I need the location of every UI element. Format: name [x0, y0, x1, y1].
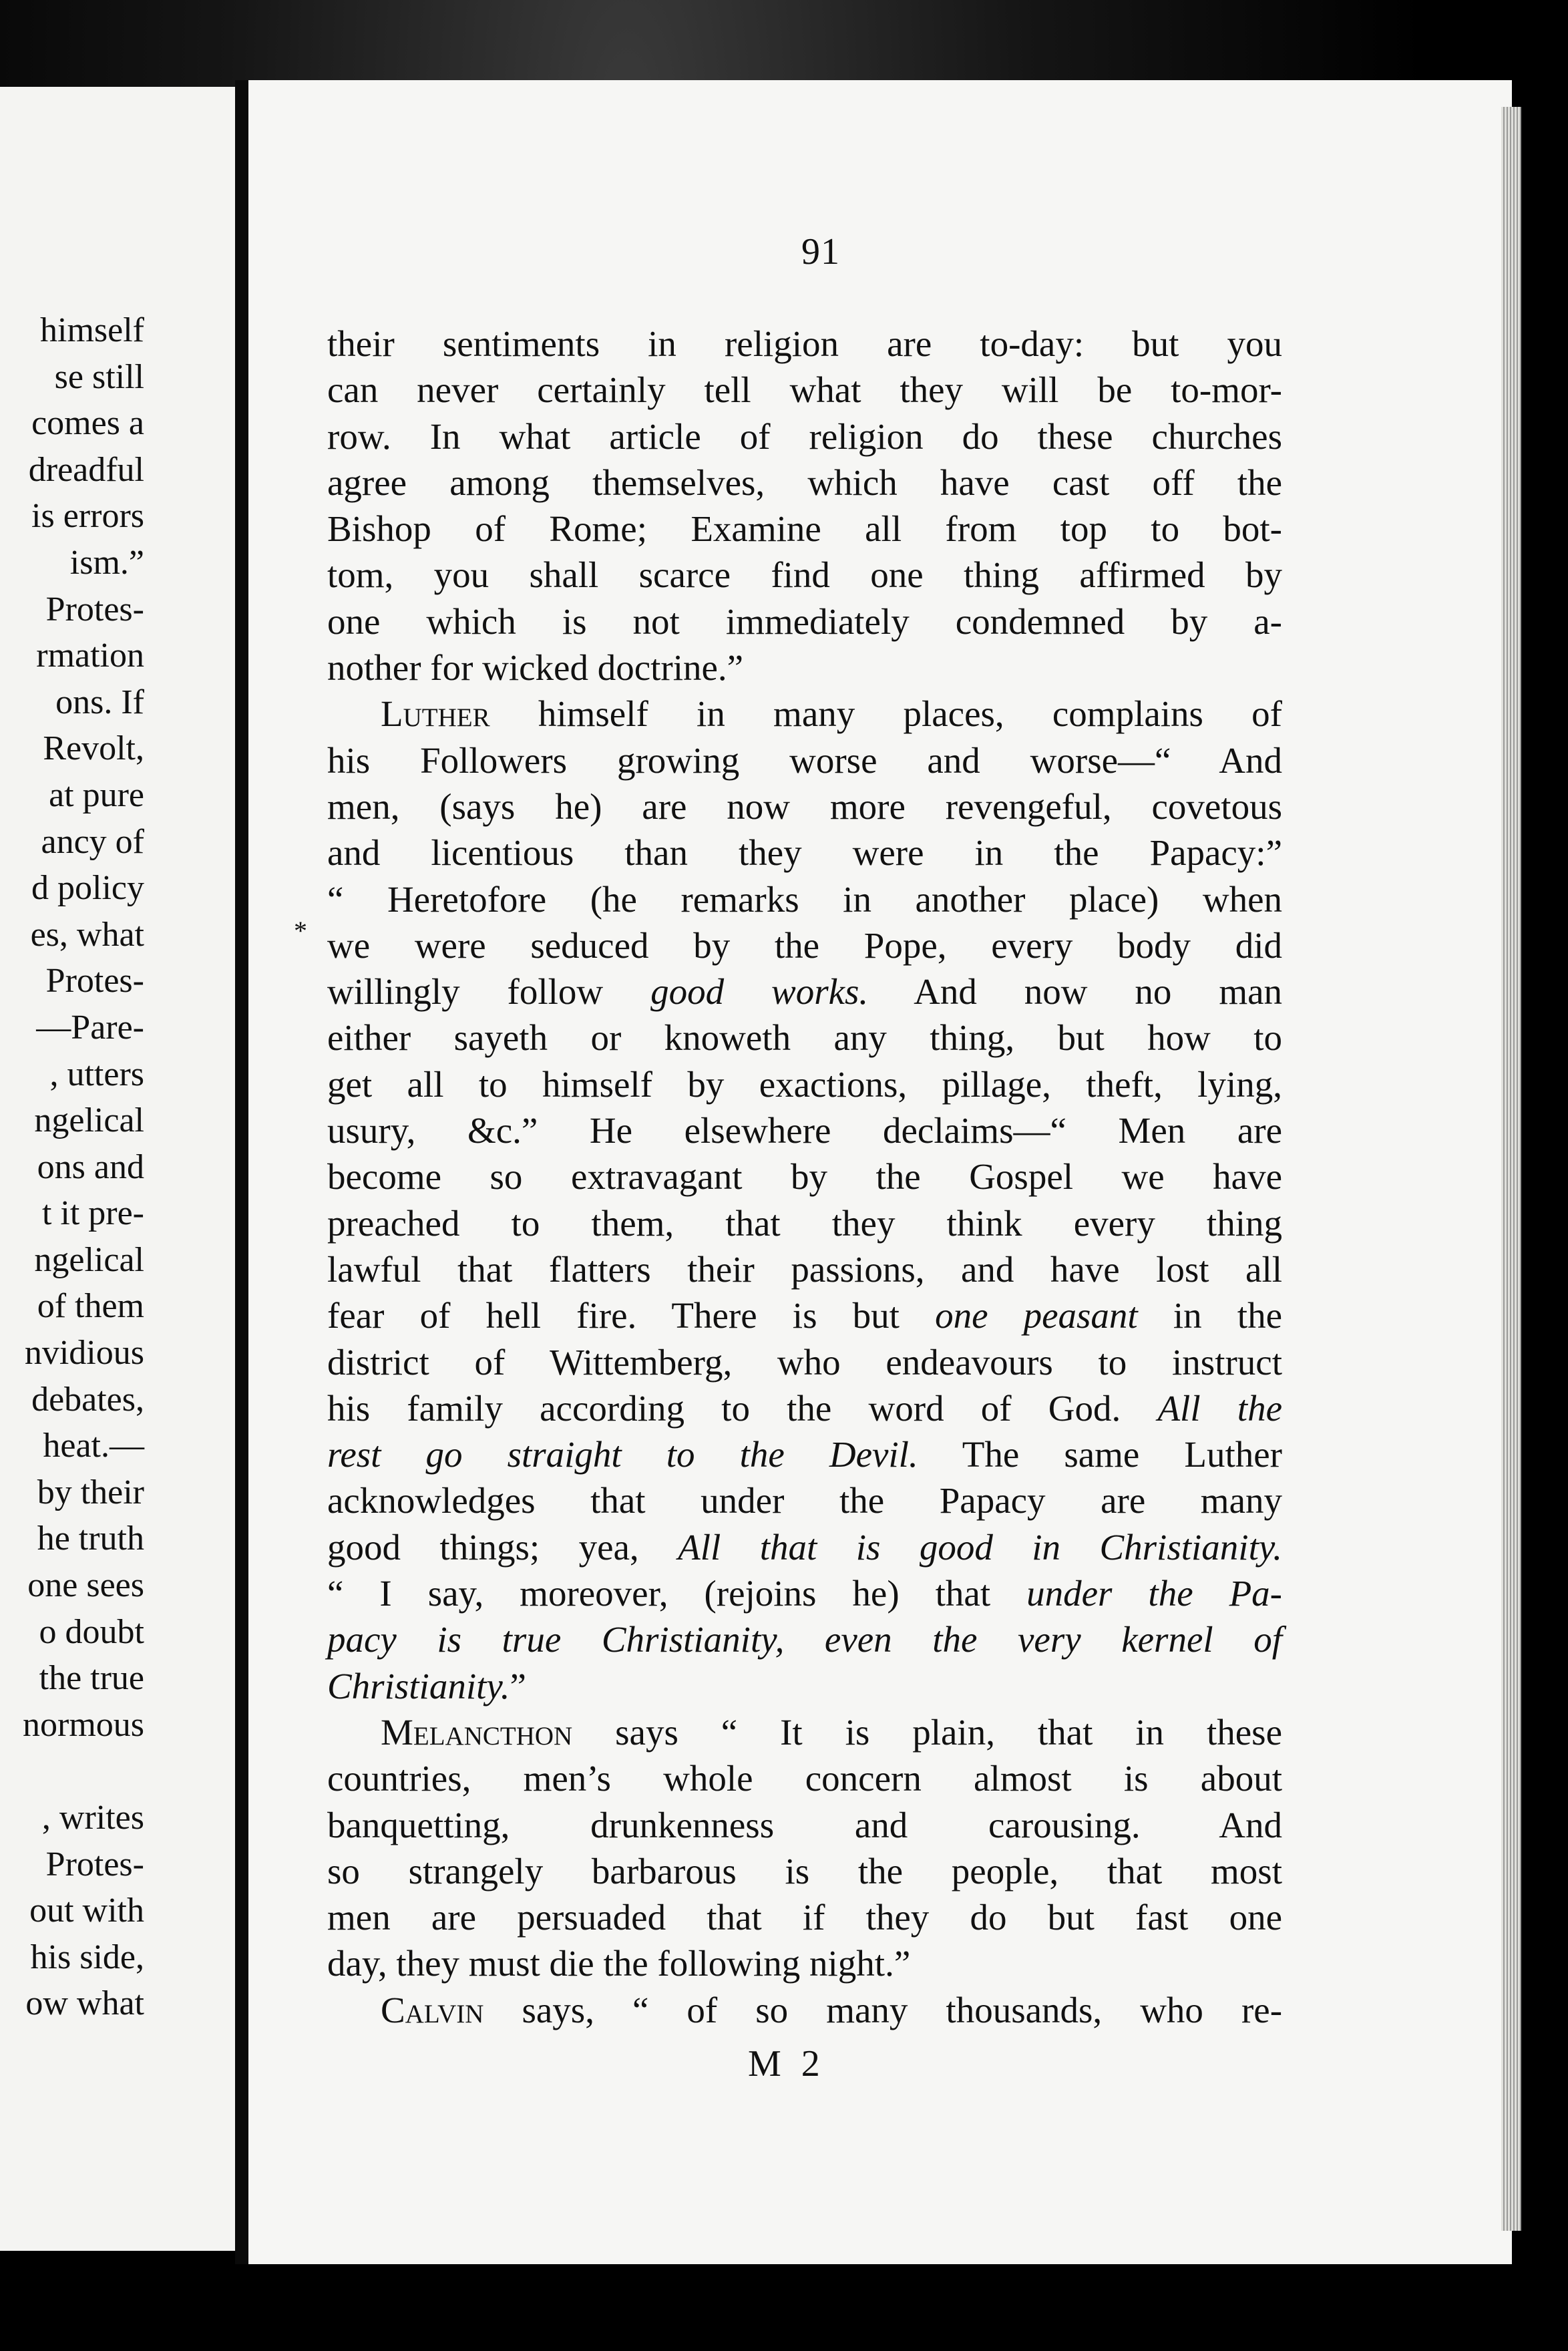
body-text	[327, 321, 1282, 2033]
italic-phrase: All the	[1157, 1387, 1282, 1429]
text-line: men are persuaded that if they do but fast one	[327, 1897, 1282, 1938]
italic-phrase: one peasant	[935, 1295, 1138, 1336]
text-line: willingly follow good works. And now no man	[327, 971, 1283, 1013]
text-line: day, they must die the following night.”	[327, 1943, 911, 1984]
name-luther: Luther	[381, 693, 490, 735]
text-line: fear of hell fire. There is but one peasant in the	[327, 1295, 1282, 1336]
left-page-text	[0, 307, 144, 2027]
text-line: get all to himself by exactions, pillage, theft, lying,	[327, 1063, 1282, 1105]
left-page-line: of them	[37, 1287, 144, 1326]
text-line: one which is not immediately condemned by a-	[327, 600, 1282, 642]
text-line: Melancthon says “ It is plain, that in these	[381, 1711, 1282, 1753]
signature-mark: M 2	[748, 2043, 825, 2085]
text-line: lawful that flatters their passions, and have lost all	[327, 1248, 1282, 1290]
text-line: Bishop of Rome; Examine all from top to bot-	[327, 508, 1282, 550]
text-line: his Followers growing worse and worse—“ And	[327, 739, 1282, 781]
text-line: row. In what article of religion do these churches	[327, 415, 1282, 457]
margin-mark: *	[294, 916, 307, 946]
italic-phrase: Christianity.	[327, 1665, 510, 1706]
text-line: his family according to the word of God. All the	[327, 1387, 1282, 1429]
left-page-line: heat.—	[43, 1427, 144, 1465]
text-line: and licentious than they were in the Papacy:”	[327, 832, 1282, 874]
text-line: countries, men’s whole concern almost is about	[327, 1758, 1282, 1799]
left-page-line: himself	[40, 311, 144, 349]
left-page-line: nvidious	[24, 1334, 144, 1373]
text-line: usury, &c.” He elsewhere declaims—“ Men are	[327, 1110, 1282, 1151]
left-page-line: , writes	[41, 1799, 144, 1837]
left-page-line: ancy of	[41, 822, 144, 861]
left-page-line: ngelical	[34, 1240, 144, 1279]
text-line: Christianity.”	[327, 1665, 526, 1706]
left-page-line: his side,	[30, 1938, 144, 1976]
italic-phrase: pacy is true Christianity, even the very kernel of	[327, 1619, 1282, 1660]
italic-phrase: under the Pa-	[1026, 1573, 1282, 1614]
text-line: can never certainly tell what they will be to-mor-	[327, 369, 1282, 411]
left-page-line: is errors	[31, 497, 144, 536]
text-line: men, (says he) are now more revengeful, covetous	[327, 785, 1282, 827]
left-page-line: the true	[39, 1659, 144, 1698]
text-line: rest go straight to the Devil. The same Luther	[327, 1434, 1282, 1475]
left-page-line: ons. If	[55, 683, 144, 721]
text-line: tom, you shall scarce find one thing affirmed by	[327, 554, 1282, 596]
text-line: “ Heretofore (he remarks in another place) when	[327, 878, 1282, 920]
left-page-line	[0, 1748, 144, 1795]
text-line: either sayeth or knoweth any thing, but how to	[327, 1017, 1282, 1059]
left-page-line: Revolt,	[43, 729, 144, 768]
text-line: “ I say, moreover, (rejoins he) that under the Pa-	[327, 1573, 1282, 1614]
left-page-line: es, what	[30, 915, 144, 954]
name-melancthon: Melancthon	[381, 1711, 573, 1753]
text-line: banquetting, drunkenness and carousing. And	[327, 1804, 1282, 1845]
italic-phrase: rest go straight to the Devil.	[327, 1434, 918, 1475]
text-line: preached to them, that they think every thing	[327, 1202, 1282, 1244]
left-page-line: by their	[37, 1473, 144, 1511]
left-page-line: o doubt	[39, 1612, 144, 1651]
name-calvin: Calvin	[381, 1989, 484, 2030]
book-spine	[235, 80, 248, 2264]
left-page-line: one sees	[27, 1566, 144, 1605]
left-page-line: ons and	[37, 1147, 144, 1186]
italic-phrase: All that is good in Christianity.	[678, 1526, 1282, 1568]
italic-phrase: good works.	[650, 971, 869, 1013]
left-page-line: , utters	[49, 1055, 144, 1093]
left-page-line: debates,	[31, 1380, 144, 1419]
left-page-line: ow what	[25, 1984, 144, 2023]
text-line: Calvin says, “ of so many thousands, who re-	[381, 1989, 1283, 2030]
text-line: good things; yea, All that is good in Christianity.	[327, 1526, 1282, 1568]
text-line: become so extravagant by the Gospel we have	[327, 1156, 1282, 1198]
left-page-line: normous	[23, 1705, 144, 1744]
left-page-line: Protes-	[45, 1845, 144, 1883]
left-page-line: ngelical	[34, 1101, 144, 1140]
left-page-line: ism.”	[69, 543, 144, 582]
left-page-line: he truth	[37, 1519, 144, 1558]
page-number: 91	[801, 231, 840, 273]
text-line: agree among themselves, which have cast off the	[327, 462, 1282, 503]
left-page-line: at pure	[49, 775, 144, 814]
text-line: we were seduced by the Pope, every body did	[327, 924, 1282, 966]
text-line: district of Wittemberg, who endeavours to instruct	[327, 1341, 1282, 1383]
left-page-line: out with	[29, 1891, 144, 1930]
left-page-line: se still	[54, 357, 144, 396]
left-page-line: —Pare-	[36, 1008, 144, 1047]
page-edges	[1501, 107, 1521, 2231]
left-page-line: comes a	[31, 404, 144, 443]
left-page-line: dreadful	[28, 450, 144, 489]
left-page-line: d policy	[31, 869, 144, 908]
text-line: nother for wicked doctrine.”	[327, 647, 744, 689]
text-line: so strangely barbarous is the people, that most	[327, 1850, 1282, 1891]
text-line: acknowledges that under the Papacy are many	[327, 1480, 1282, 1521]
left-page-line: Protes-	[45, 962, 144, 1001]
text-line: their sentiments in religion are to-day: but you	[327, 323, 1282, 364]
left-page-line: rmation	[36, 637, 144, 675]
text-line: Luther himself in many places, complains of	[381, 693, 1282, 735]
left-page-line: Protes-	[45, 590, 144, 628]
left-page-fragment	[0, 87, 235, 2251]
text-line	[327, 1616, 1282, 1662]
left-page-line: t it pre-	[41, 1194, 144, 1233]
